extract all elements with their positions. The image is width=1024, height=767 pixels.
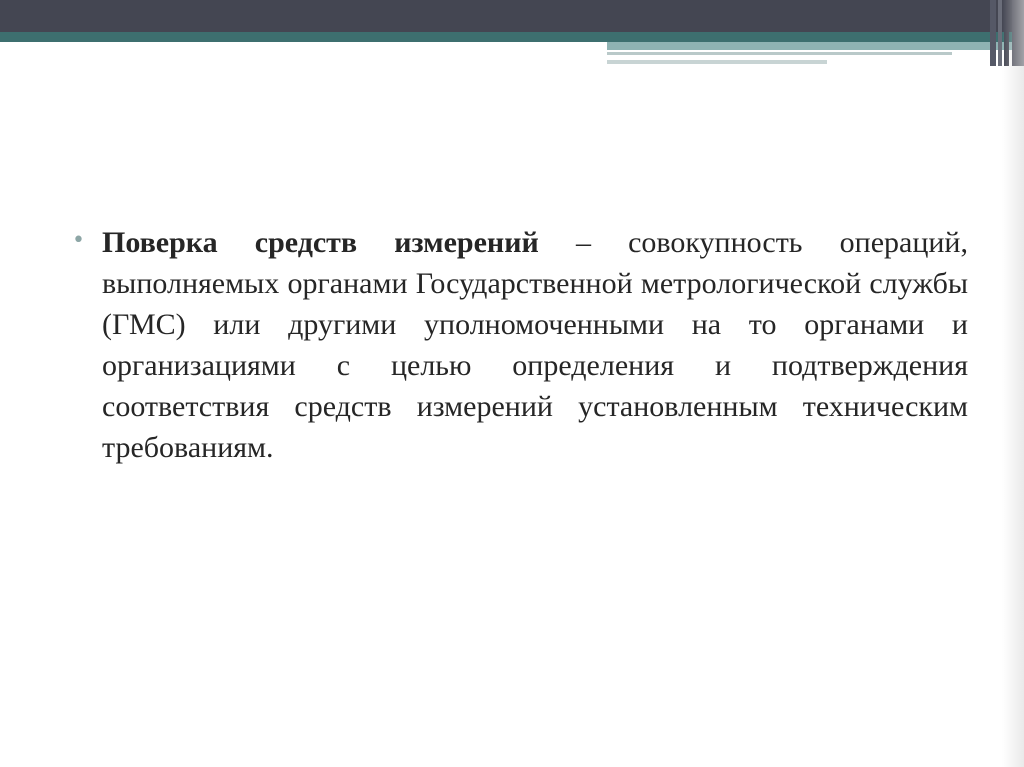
definition-term: Поверка средств измерений [102,226,539,259]
header-line-1 [607,52,952,55]
bullet-marker: • [72,228,85,253]
header-band-dark [0,0,1024,32]
header-band-teal [0,32,1024,42]
slide-content [72,222,968,468]
header-band-teal-light [607,42,1024,50]
right-decor-bar-1 [990,0,996,66]
header-line-2 [607,60,827,64]
definition-body: – совокупность операций, выполняемых органами Государственной метрологической службы (ГМС) или другими уполномоченными на то органами и организациями с целью определения и подтверждения соответствия средств измерений установленным техническим требованиям. [102,226,968,464]
page-edge-shadow [1002,0,1024,767]
bullet-item [72,222,968,468]
bullet-text [102,222,968,468]
